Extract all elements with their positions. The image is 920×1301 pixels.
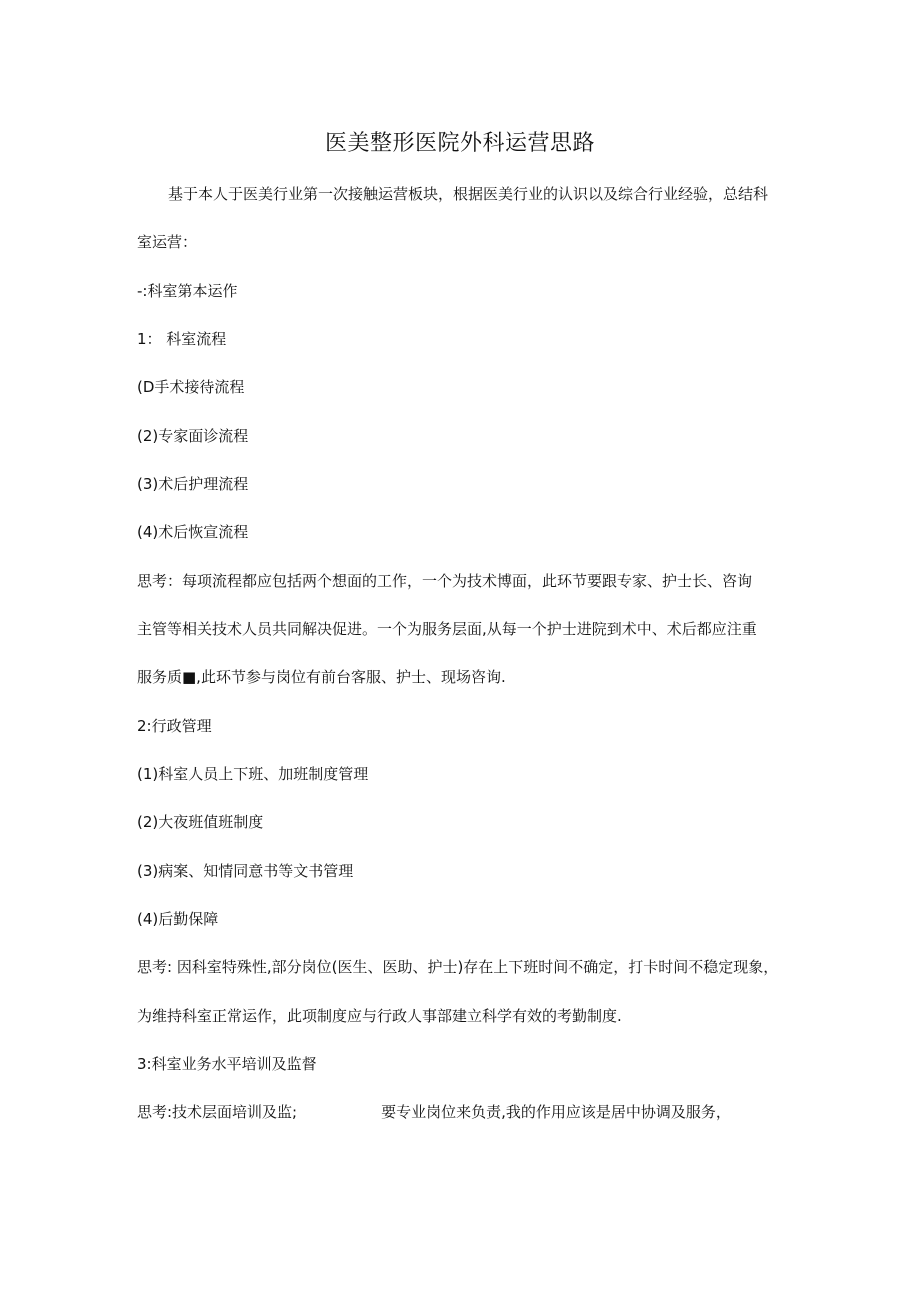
section-1-heading: -:科室第本运作 — [137, 282, 238, 300]
list-item: (2)专家面诊流程 — [137, 427, 249, 445]
list-item: (4)术后恢宣流程 — [137, 523, 249, 541]
list-item: (4)后勤保障 — [137, 910, 219, 928]
intro-line-2: 室运营： — [137, 233, 198, 251]
thinking-paragraph-line: 服务质■,此环节参与岗位有前台客服、护士、现场咨询. — [137, 668, 506, 686]
thinking-paragraph-line: 思考: 因科室特殊性,部分岗位(医生、医助、护士)存在上下班时间不确定，打卡时间不稳定现象， — [137, 958, 779, 976]
list-item: (D手术接待流程 — [137, 378, 245, 396]
thinking-left-text: 思考:技术层面培训及监; — [137, 1103, 298, 1121]
document-title: 医美整形医院外科运营思路 — [324, 131, 595, 156]
list-item: (3)术后护理流程 — [137, 475, 249, 493]
list-item: (3)病案、知情同意书等文书管理 — [137, 862, 354, 880]
intro-line-1: 基于本人于医美行业第一次接触运营板块，根据医美行业的认识以及综合行业经验，总结科 — [168, 185, 769, 203]
subsection-2-heading: 2:行政管理 — [137, 717, 212, 735]
subsection-1-heading: 1： 科室流程 — [137, 330, 227, 348]
thinking-paragraph-line: 思考：每项流程都应包括两个想面的工作，一个为技术博面，此环节要跟专家、护士长、咨询 — [137, 572, 753, 590]
thinking-paragraph-line — [137, 1102, 731, 1122]
thinking-paragraph-line: 为维持科室正常运作，此项制度应与行政人事部建立科学有效的考勤制度. — [137, 1007, 622, 1025]
thinking-paragraph-line: 主管等相关技术人员共同解决促进。一个为服务层面,从每一个护士进院到术中、术后都应注重 — [137, 620, 757, 638]
list-item: (2)大夜班值班制度 — [137, 813, 264, 831]
thinking-right-text: 要专业岗位来负责,我的作用应该是居中协调及服务， — [381, 1103, 731, 1121]
subsection-3-heading: 3:科室业务水平培训及监督 — [137, 1055, 317, 1073]
list-item: (1)科室人员上下班、加班制度管理 — [137, 765, 369, 783]
